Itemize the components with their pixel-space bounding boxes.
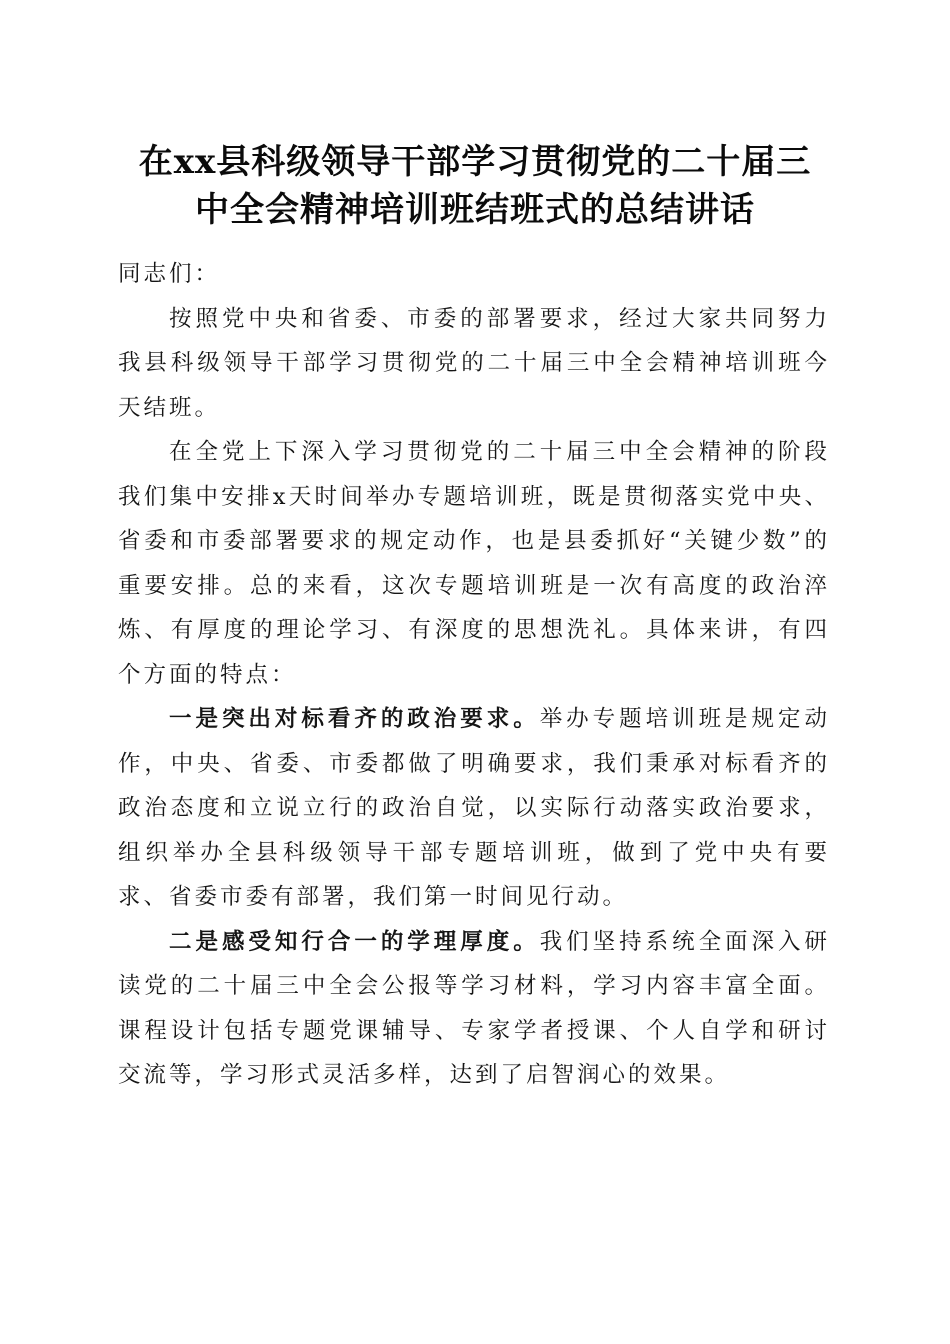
paragraph-2 bbox=[118, 430, 830, 697]
paragraph-text: 举办专题培训班是规定动作，中央、省委、市委都做了明确要求，我们秉承对标看齐的政治态度和立说立行的政治自觉，以实际行动落实政治要求，组织举办全县科级领导干部专题培训班，做到了党中央有要求、省委市委有部署，我们第一时间见行动。 bbox=[118, 706, 830, 910]
document-title bbox=[80, 138, 870, 234]
title-line-1: 在xx县科级领导干部学习贯彻党的二十届三 bbox=[138, 142, 812, 182]
paragraph-lead: 一是突出对标看齐的政治要求。 bbox=[169, 706, 540, 732]
paragraph-lead: 二是感受知行合一的学理厚度。 bbox=[169, 928, 540, 955]
paragraph-text: 按照党中央和省委、市委的部署要求，经过大家共同努力我县科级领导干部学习贯彻党的二十届三中全会精神培训班今天结班。 bbox=[118, 305, 830, 421]
title-line-2: 中全会精神培训班结班式的总结讲话 bbox=[195, 190, 755, 230]
paragraph-3 bbox=[118, 697, 830, 920]
paragraph-text: 在全党上下深入学习贯彻党的二十届三中全会精神的阶段我们集中安排x天时间举办专题培训班，既是贯彻落实党中央、省委和市委部署要求的规定动作，也是县委抓好“关键少数”的重要安排。总的来看，这次专题培训班是一次有高度的政治淬炼、有厚度的理论学习、有深度的思想洗礼。具体来讲，有四个方面的特点： bbox=[118, 439, 830, 688]
salutation: 同志们： bbox=[118, 261, 221, 287]
paragraph-4 bbox=[118, 920, 830, 1098]
document-body bbox=[118, 252, 830, 1098]
paragraph-1 bbox=[118, 297, 830, 431]
paragraph-text: 我们坚持系统全面深入研读党的二十届三中全会公报等学习材料，学习内容丰富全面。课程设计包括专题党课辅导、专家学者授课、个人自学和研讨交流等，学习形式灵活多样，达到了启智润心的效果。 bbox=[118, 928, 830, 1088]
